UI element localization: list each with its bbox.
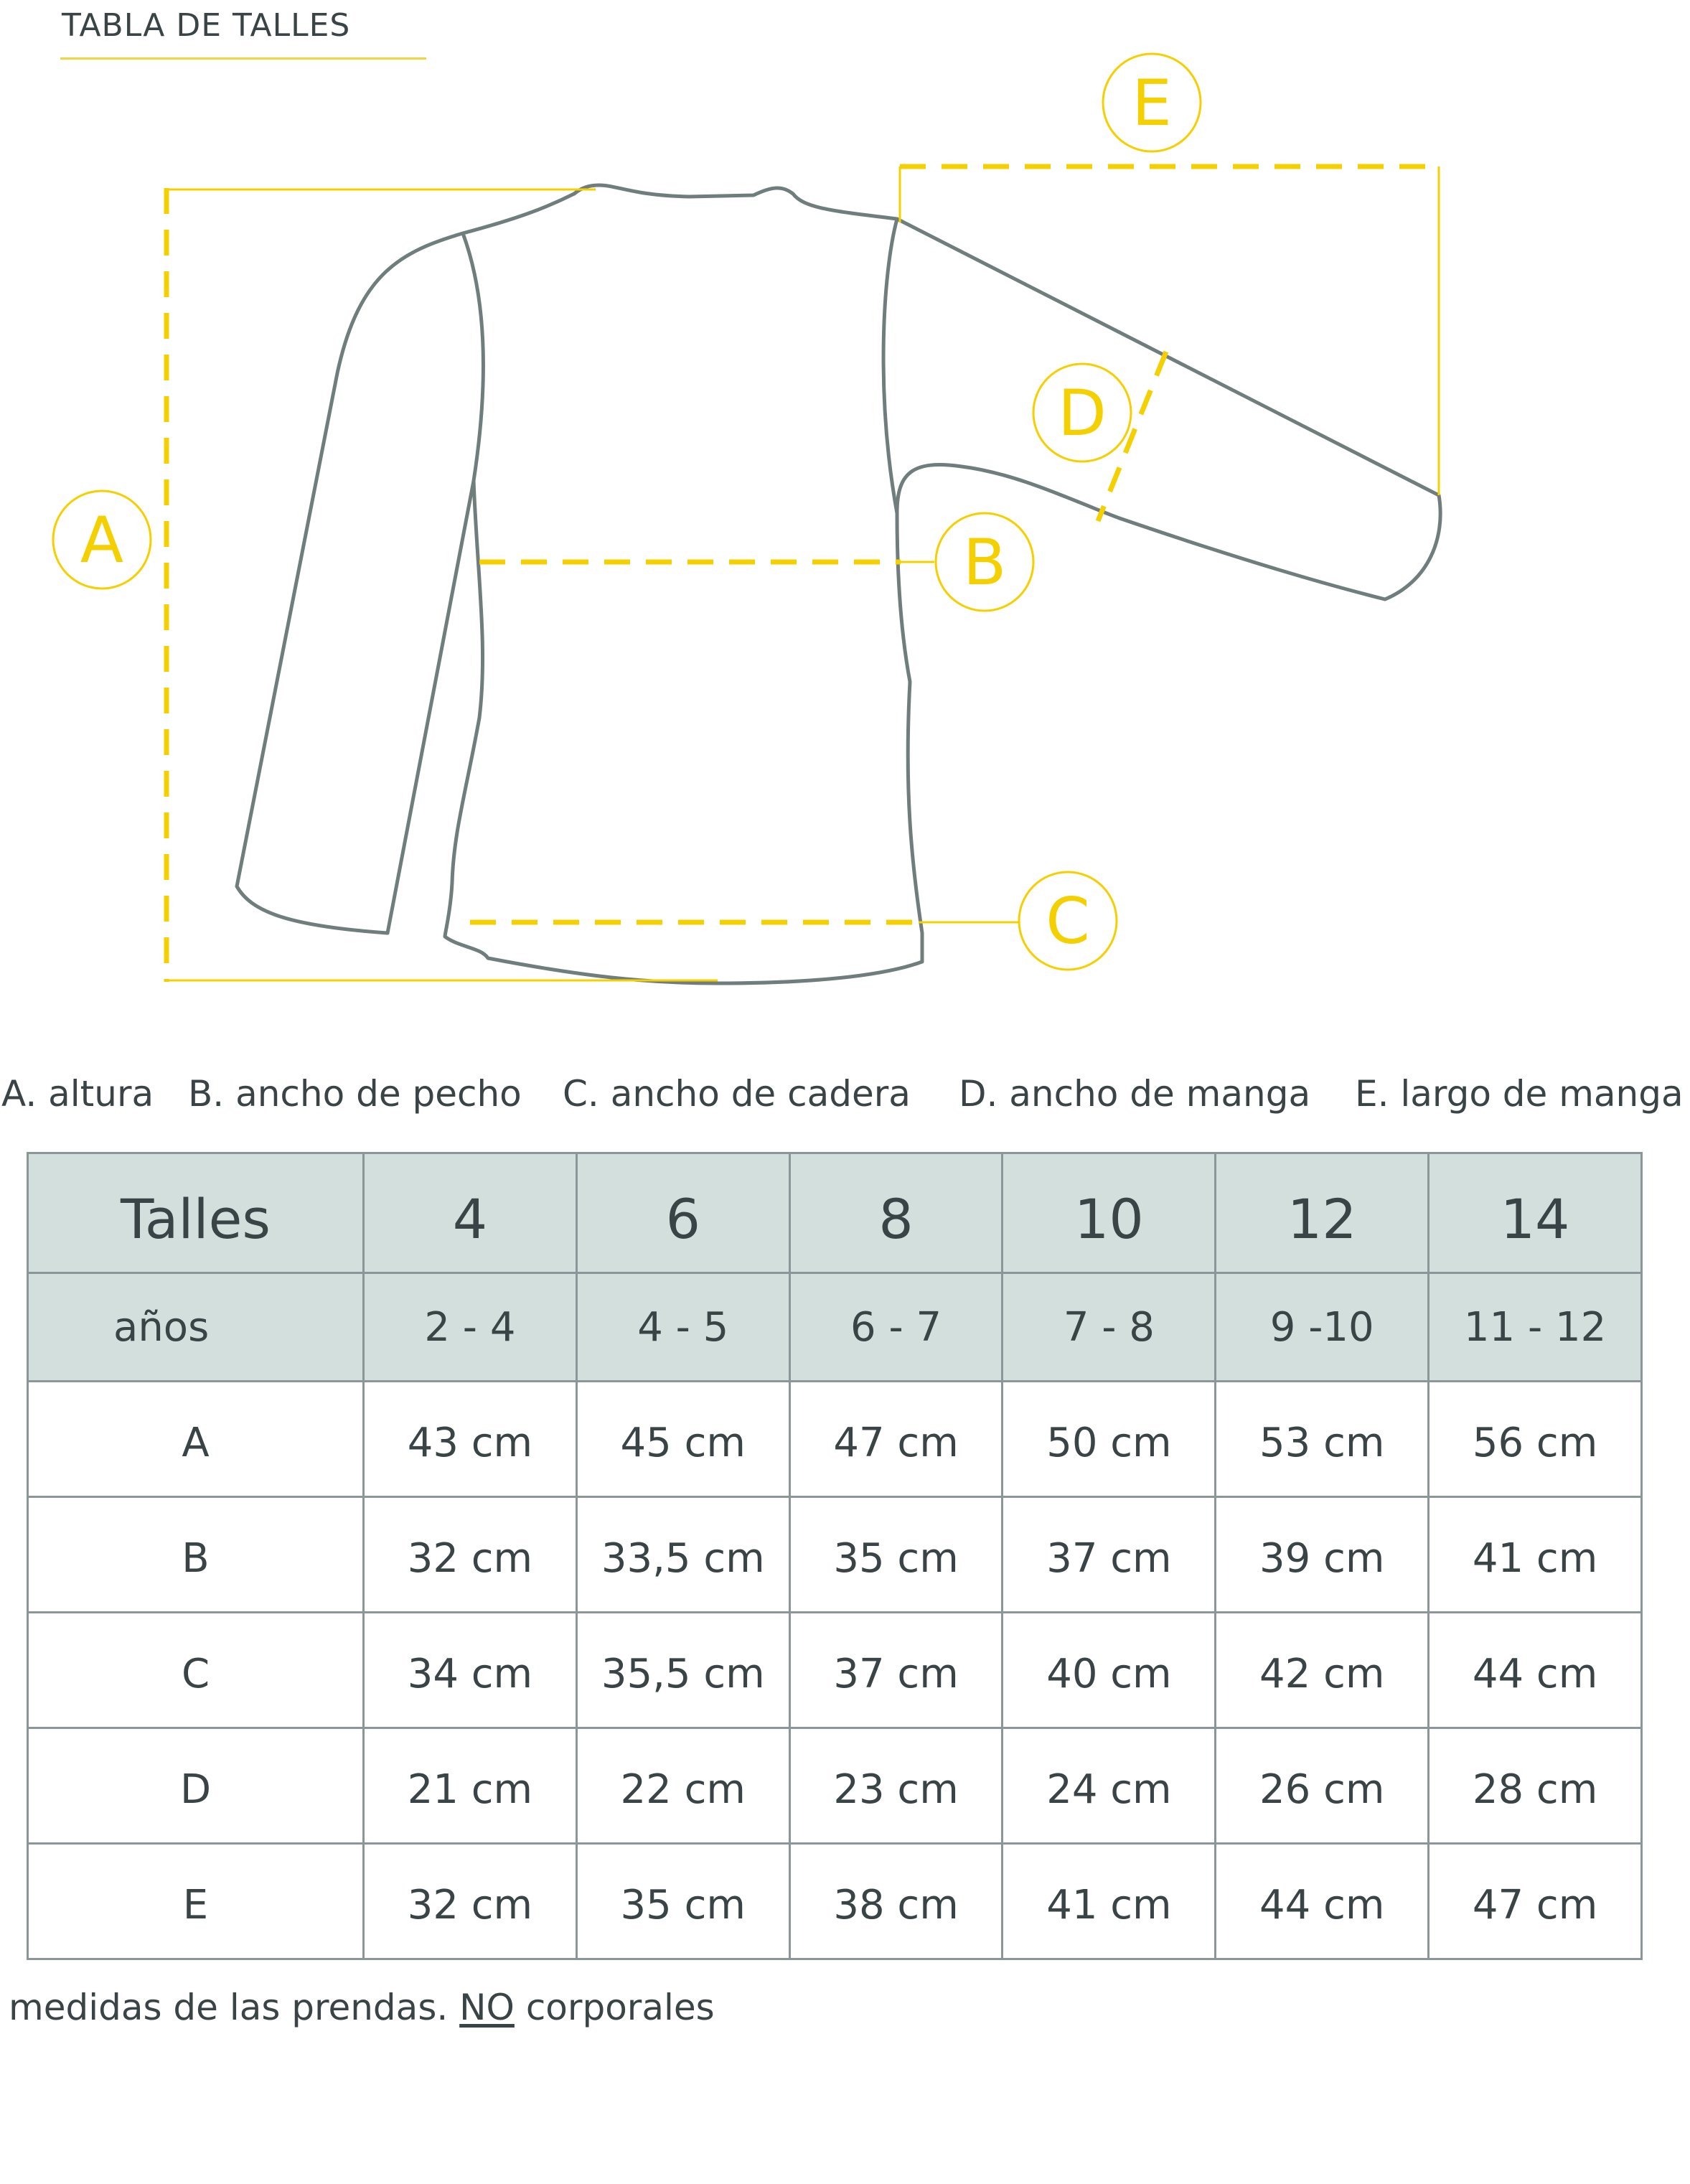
label-b: B (962, 525, 1007, 599)
size-header-row (28, 1153, 1642, 1273)
footnote-text-end: corporales (514, 1987, 715, 2028)
footnote (9, 1987, 715, 2028)
row-label: A (28, 1382, 364, 1497)
measure-cell: 34 cm (364, 1613, 577, 1728)
measure-cell: 38 cm (789, 1844, 1003, 1959)
size-header-cell: 14 (1429, 1153, 1642, 1273)
age-cell: 11 - 12 (1429, 1273, 1642, 1382)
measure-cell: 45 cm (576, 1382, 789, 1497)
measure-cell: 35 cm (576, 1844, 789, 1959)
label-c: C (1046, 884, 1090, 958)
measurement-guides (166, 167, 1439, 982)
label-a: A (80, 503, 124, 577)
size-header-cell: 8 (789, 1153, 1003, 1273)
measure-cell: 42 cm (1216, 1613, 1429, 1728)
measure-cell: 44 cm (1216, 1844, 1429, 1959)
measure-cell: 37 cm (1003, 1497, 1216, 1613)
size-header-cell: 6 (576, 1153, 789, 1273)
measure-cell: 47 cm (1429, 1844, 1642, 1959)
measure-cell: 21 cm (364, 1728, 577, 1844)
age-cell: 2 - 4 (364, 1273, 577, 1382)
garment-outline (237, 185, 1440, 983)
garment-diagram (0, 0, 1690, 1034)
footnote-emphasis: NO (459, 1987, 515, 2028)
legend-item-d: D. ancho de manga (959, 1073, 1311, 1115)
measure-cell: 22 cm (576, 1728, 789, 1844)
table-row (28, 1497, 1642, 1613)
legend-item-a: A. altura (1, 1073, 154, 1115)
age-cell: 6 - 7 (789, 1273, 1003, 1382)
measure-cell: 47 cm (789, 1382, 1003, 1497)
age-cell: 9 -10 (1216, 1273, 1429, 1382)
measure-cell: 43 cm (364, 1382, 577, 1497)
row-label: D (28, 1728, 364, 1844)
table-row (28, 1728, 1642, 1844)
measure-cell: 32 cm (364, 1497, 577, 1613)
measure-cell: 50 cm (1003, 1382, 1216, 1497)
measure-cell: 56 cm (1429, 1382, 1642, 1497)
table-row (28, 1382, 1642, 1497)
legend-item-b: B. ancho de pecho (188, 1073, 522, 1115)
size-header-cell: 10 (1003, 1153, 1216, 1273)
measure-cell: 37 cm (789, 1613, 1003, 1728)
footnote-text: medidas de las prendas. (9, 1987, 460, 2028)
measure-cell: 32 cm (364, 1844, 577, 1959)
age-label: años (28, 1273, 364, 1382)
row-label: C (28, 1613, 364, 1728)
label-e: E (1132, 66, 1172, 140)
measure-cell: 23 cm (789, 1728, 1003, 1844)
measure-cell: 24 cm (1003, 1728, 1216, 1844)
measure-cell: 28 cm (1429, 1728, 1642, 1844)
legend-item-e: E. largo de manga (1355, 1073, 1684, 1115)
row-label: B (28, 1497, 364, 1613)
measure-cell: 44 cm (1429, 1613, 1642, 1728)
row-label: E (28, 1844, 364, 1959)
table-row (28, 1844, 1642, 1959)
measure-cell: 35 cm (789, 1497, 1003, 1613)
measure-cell: 41 cm (1429, 1497, 1642, 1613)
label-letters (80, 66, 1172, 958)
legend-item-c: C. ancho de cadera (563, 1073, 911, 1115)
size-header-cell: 12 (1216, 1153, 1429, 1273)
size-table (27, 1152, 1643, 1960)
age-cell: 7 - 8 (1003, 1273, 1216, 1382)
page-title: TABLA DE TALLES (62, 7, 351, 44)
measurement-legend (0, 1073, 1690, 1123)
measure-cell: 40 cm (1003, 1613, 1216, 1728)
measure-cell: 53 cm (1216, 1382, 1429, 1497)
measure-cell: 39 cm (1216, 1497, 1429, 1613)
age-row (28, 1273, 1642, 1382)
measure-cell: 33,5 cm (576, 1497, 789, 1613)
size-header-label: Talles (28, 1153, 364, 1273)
measure-cell: 41 cm (1003, 1844, 1216, 1959)
measure-cell: 26 cm (1216, 1728, 1429, 1844)
age-cell: 4 - 5 (576, 1273, 789, 1382)
measure-cell: 35,5 cm (576, 1613, 789, 1728)
label-d: D (1058, 376, 1107, 450)
table-row (28, 1613, 1642, 1728)
size-header-cell: 4 (364, 1153, 577, 1273)
